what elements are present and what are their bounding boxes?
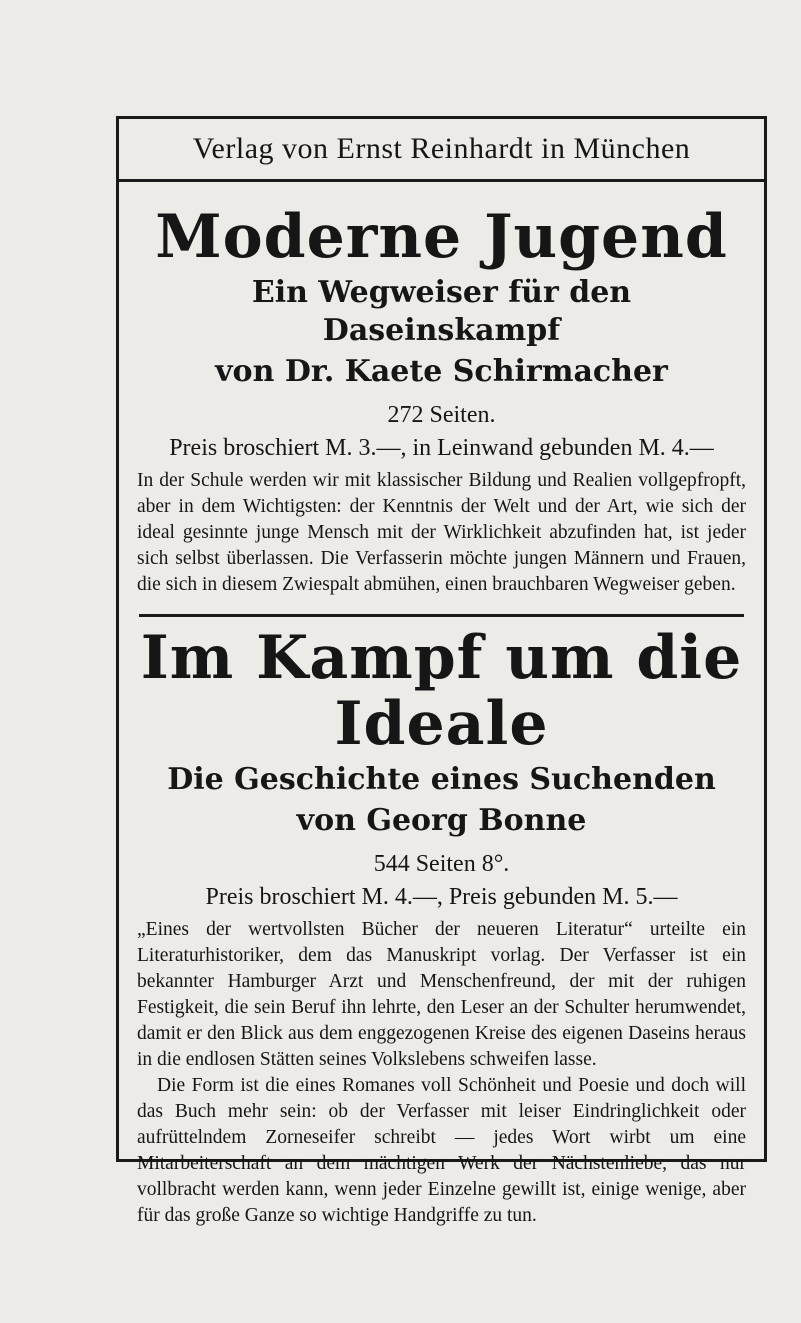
book-ad-kampf-um-die-ideale [133, 625, 750, 1229]
book-pages: 272 Seiten. [387, 402, 496, 428]
book-author: von Georg Bonne [296, 803, 587, 838]
book-description [133, 468, 750, 598]
book-description [133, 917, 750, 1229]
book-price: Preis broschiert M. 3.—, in Leinwand gebunden M. 4.— [169, 435, 714, 461]
book-subtitle: Ein Wegweiser für den Daseinskampf [251, 275, 632, 348]
description-paragraph: Die Form ist die eines Romanes voll Schönheit und Poesie und doch will das Buch mehr sein: ob der Verfasser mit leiser Eindringlichkeit oder aufrüttelndem Zorneseifer schreibt — jedes Wort wirbt um eine Mitarbeiterschaft an dem mächtigen Werk der Nächstenliebe, das nur vollbracht werden kann, wenn jeder Einzelne gewillt ist, einige wenige, aber für das große Ganze so wichtige Handgriffe zu tun. [137, 1075, 746, 1226]
ad-content [119, 204, 764, 1229]
book-title: Moderne Jugend [155, 202, 728, 272]
book-pages: 544 Seiten 8°. [373, 851, 510, 877]
description-paragraph: „Eines der wertvollsten Bücher der neueren Literatur“ urteilte ein Literaturhistoriker, dem das Manuskript vorlag. Der Verfasser ist ein bekannter Hamburger Arzt und Menschenfreund, der mit der ruhigen Festigkeit, die sein Beruf ihn lehrte, den Leser an der Schulter herumwendet, damit er den Blick aus dem enggezogenen Kreise des eigenen Daseins heraus in die endlosen Stätten seines Volkslebens schweifen lasse. [137, 919, 746, 1070]
section-divider [139, 614, 744, 617]
description-paragraph: In der Schule werden wir mit klassischer Bildung und Realien vollgepfropft, aber in dem Wichtigsten: der Kenntnis der Welt und der Art, wie sich der ideal gesinnte junge Mensch mit der Wirklichkeit abzufinden hat, ist jeder sich selbst überlassen. Die Verfasserin möchte jungen Männern und Frauen, die sich in diesem Zwiespalt abmühen, einen brauchbaren Wegweiser geben. [137, 470, 746, 595]
publisher-imprint: Verlag von Ernst Reinhardt in München [119, 119, 764, 182]
book-price: Preis broschiert M. 4.—, Preis gebunden M. 5.— [205, 884, 678, 910]
book-subtitle: Die Geschichte eines Suchenden [167, 762, 716, 797]
book-author: von Dr. Kaete Schirmacher [215, 354, 668, 389]
advertisement-frame [116, 116, 767, 1226]
book-title: Im Kampf um die Ideale [140, 623, 743, 759]
book-ad-moderne-jugend [133, 204, 750, 598]
